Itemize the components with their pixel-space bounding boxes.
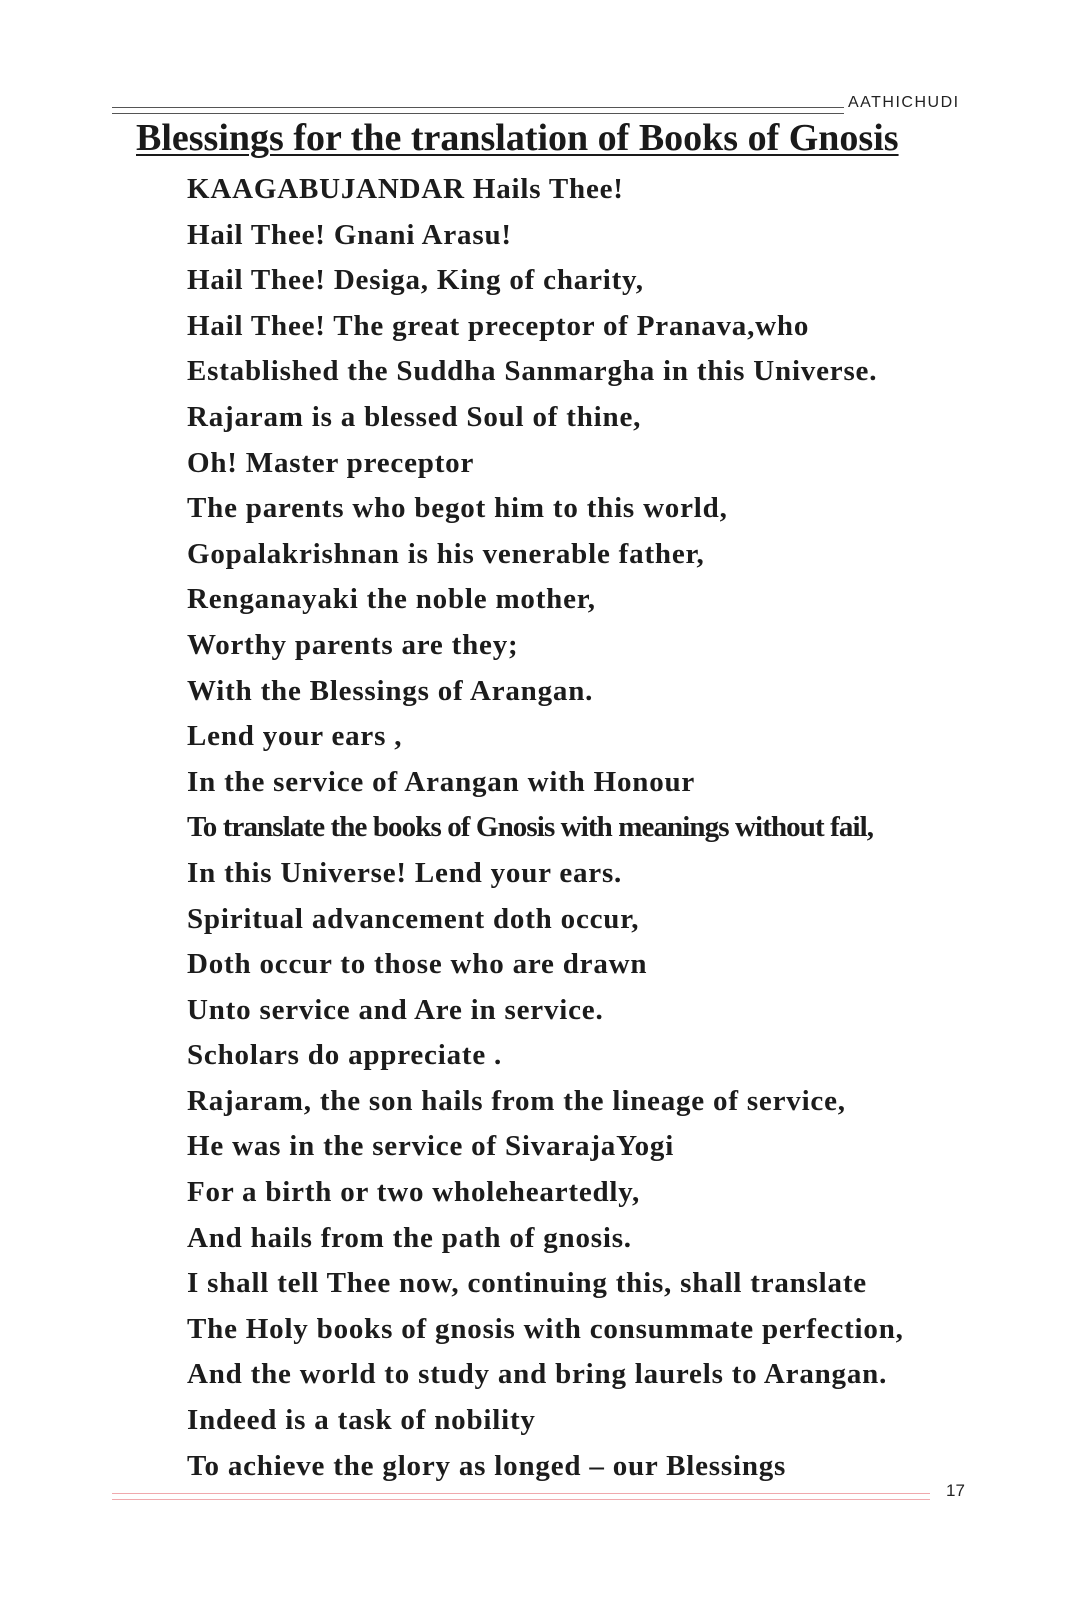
poem-line: For a birth or two wholeheartedly, — [187, 1176, 641, 1209]
poem-line: Rajaram, the son hails from the lineage of service, — [187, 1084, 846, 1117]
poem-line: With the Blessings of Arangan. — [187, 674, 594, 707]
poem-line: In the service of Arangan with Honour — [187, 765, 696, 798]
page-title: Blessings for the translation of Books of Gnosis — [136, 117, 899, 159]
poem-line: To achieve the glory as longed – our Blessings — [187, 1449, 787, 1482]
poem-line: Renganayaki the noble mother, — [187, 583, 596, 616]
poem-line: And hails from the path of gnosis. — [187, 1221, 632, 1254]
poem-line: He was in the service of SivarajaYogi — [187, 1130, 675, 1163]
poem-line: Rajaram is a blessed Soul of thine, — [187, 400, 642, 433]
running-head: AATHICHUDI — [848, 94, 960, 111]
poem-line: Gopalakrishnan is his venerable father, — [187, 537, 705, 570]
poem-line: Scholars do appreciate . — [187, 1039, 503, 1072]
poem-line: I shall tell Thee now, continuing this, shall translate — [187, 1267, 867, 1300]
poem-line: Hail Thee! The great preceptor of Pranava,who — [187, 309, 810, 342]
poem-line: To translate the books of Gnosis with meanings without fail, — [187, 811, 874, 844]
poem-line: Lend your ears , — [187, 720, 403, 753]
poem-line: In this Universe! Lend your ears. — [187, 856, 623, 889]
poem-body — [187, 167, 904, 1489]
poem-line: Indeed is a task of nobility — [187, 1404, 536, 1437]
poem-line: Oh! Master preceptor — [187, 446, 475, 479]
poem-line: Hail Thee! Gnani Arasu! — [187, 218, 512, 251]
page-number: 17 — [946, 1481, 965, 1500]
poem-line: Established the Suddha Sanmargha in this Universe. — [187, 355, 878, 388]
poem-line: Unto service and Are in service. — [187, 993, 604, 1026]
header-rule — [112, 107, 844, 114]
poem-line: Spiritual advancement doth occur, — [187, 902, 640, 935]
poem-line: And the world to study and bring laurels to Arangan. — [187, 1358, 888, 1391]
poem-line: The Holy books of gnosis with consummate perfection, — [187, 1312, 904, 1345]
poem-line: Hail Thee! Desiga, King of charity, — [187, 264, 644, 297]
poem-line: Worthy parents are they; — [187, 628, 519, 661]
poem-line: The parents who begot him to this world, — [187, 492, 728, 525]
poem-line: Doth occur to those who are drawn — [187, 948, 648, 981]
poem-line: KAAGABUJANDAR Hails Thee! — [187, 173, 624, 205]
footer-rule — [112, 1493, 930, 1500]
